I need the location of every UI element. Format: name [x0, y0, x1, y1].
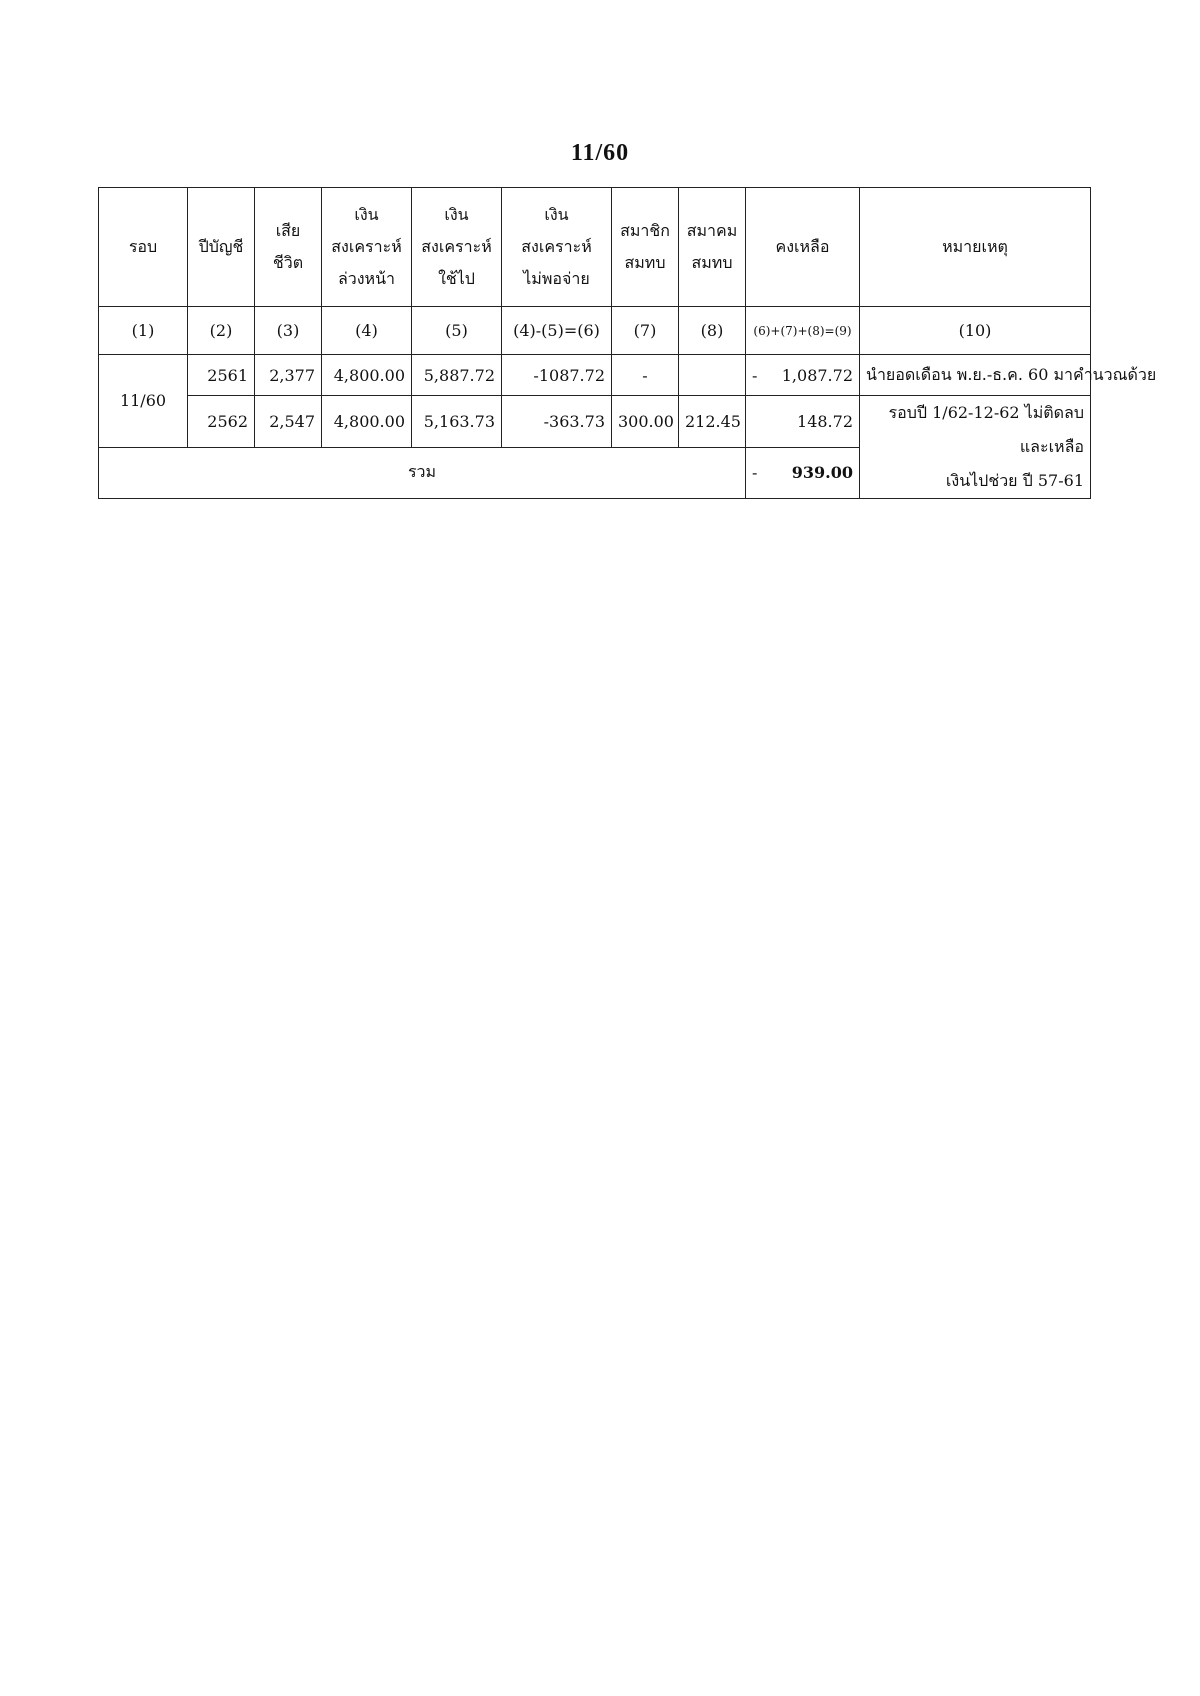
header-advance: [322, 188, 412, 307]
used-cell: 5,887.72: [412, 355, 502, 396]
header-used-line2: สงเคราะห์: [421, 237, 492, 256]
used-cell: 5,163.73: [412, 396, 502, 448]
deaths-cell: 2,377: [255, 355, 322, 396]
round-cell: 11/60: [99, 355, 188, 448]
header-fiscal-year: ปีบัญชี: [188, 188, 255, 307]
header-member-contribution: [612, 188, 679, 307]
member-contribution-cell: -: [612, 355, 679, 396]
header-association-line1: สมาคม: [686, 221, 738, 240]
member-contribution-cell: 300.00: [612, 396, 679, 448]
fiscal-year-cell: 2562: [188, 396, 255, 448]
header-member-line1: สมาชิก: [620, 221, 670, 240]
colnum-2: (2): [188, 307, 255, 355]
header-shortfall-line1: เงิน: [544, 205, 569, 224]
header-association-line2: สมทบ: [691, 253, 733, 272]
header-shortfall-line2: สงเคราะห์: [521, 237, 592, 256]
colnum-10: (10): [860, 307, 1091, 355]
colnum-5: (5): [412, 307, 502, 355]
header-advance-line1: เงิน: [354, 205, 379, 224]
association-contribution-cell: [679, 355, 746, 396]
colnum-9: (6)+(7)+(8)=(9): [746, 307, 860, 355]
colnum-4: (4): [322, 307, 412, 355]
header-deaths: เสียชีวิต: [255, 188, 322, 307]
page-title: 11/60: [570, 140, 630, 166]
advance-cell: 4,800.00: [322, 396, 412, 448]
association-contribution-cell: 212.45: [679, 396, 746, 448]
header-balance: คงเหลือ: [746, 188, 860, 307]
remark-line1: รอบปี 1/62-12-62 ไม่ติดลบ และเหลือ: [888, 403, 1084, 456]
header-advance-line2: สงเคราะห์: [331, 237, 402, 256]
welfare-ledger-table: [98, 187, 1157, 499]
balance-cell: [746, 396, 860, 448]
balance-sign: -: [752, 365, 758, 385]
colnum-8: (8): [679, 307, 746, 355]
header-shortfall-line3: ไม่พอจ่าย: [523, 269, 590, 288]
header-member-line2: สมทบ: [624, 253, 666, 272]
remark-cell: นำยอดเดือน พ.ย.-ธ.ค. 60 มาคำนวณด้วย: [860, 355, 1091, 396]
header-advance-line3: ล่วงหน้า: [337, 269, 396, 288]
remark-cell: [860, 396, 1091, 499]
header-row: [99, 188, 1091, 307]
shortfall-cell: -363.73: [502, 396, 612, 448]
header-shortfall: [502, 188, 612, 307]
header-used-line1: เงิน: [444, 205, 469, 224]
colnum-3: (3): [255, 307, 322, 355]
balance-value: 1,087.72: [781, 365, 853, 385]
header-association-contribution: [679, 188, 746, 307]
colnum-1: (1): [99, 307, 188, 355]
header-remarks: หมายเหตุ: [860, 188, 1091, 307]
header-used-line3: ใช้ไป: [438, 269, 475, 288]
shortfall-cell: -1087.72: [502, 355, 612, 396]
fiscal-year-cell: 2561: [188, 355, 255, 396]
balance-cell: [746, 355, 860, 396]
remark-line2: เงินไปช่วย ปี 57-61: [945, 471, 1084, 490]
colnum-6: (4)-(5)=(6): [502, 307, 612, 355]
table-row: [99, 355, 1091, 396]
header-used: [412, 188, 502, 307]
total-balance-cell: [746, 447, 860, 499]
balance-value: 148.72: [797, 411, 853, 431]
column-number-row: [99, 307, 1091, 355]
deaths-cell: 2,547: [255, 396, 322, 448]
total-sign: -: [752, 463, 758, 483]
total-label: รวม: [99, 447, 746, 499]
total-value: 939.00: [791, 463, 853, 483]
colnum-7: (7): [612, 307, 679, 355]
header-round: รอบ: [99, 188, 188, 307]
advance-cell: 4,800.00: [322, 355, 412, 396]
table-row: [99, 396, 1091, 448]
